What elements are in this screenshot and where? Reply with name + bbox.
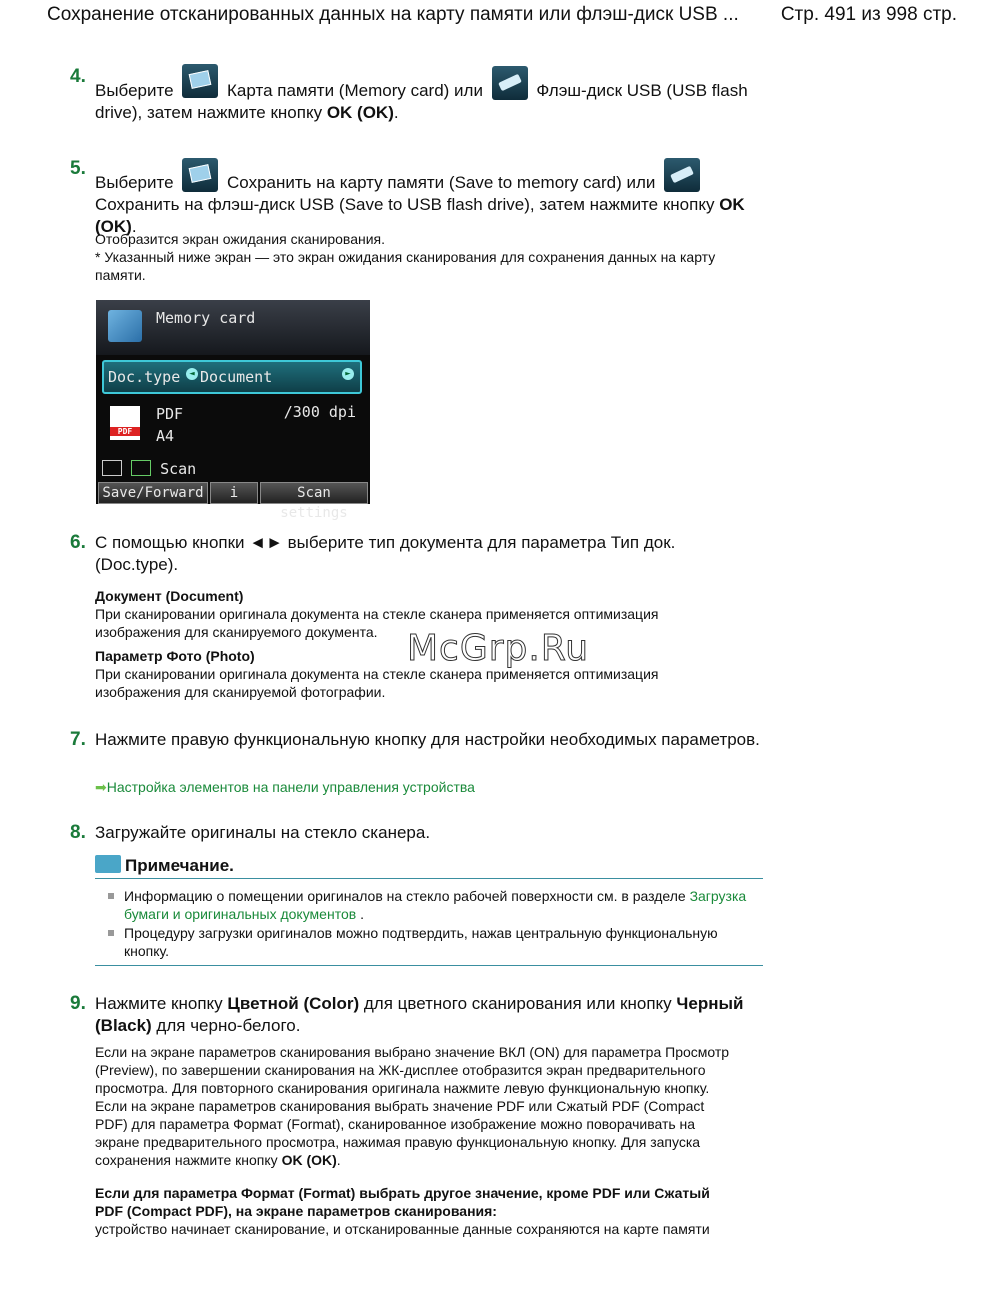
description-line: Отобразится экран ожидания сканирования.: [95, 231, 386, 247]
note-text: Информацию о помещении оригиналов на стекло рабочей поверхности см. в разделе: [124, 888, 686, 904]
bullet-icon: [108, 893, 114, 899]
save-forward-button: Save/Forward: [98, 482, 208, 504]
usb-flash-drive-icon: [492, 66, 528, 100]
step-text: Загружайте оригиналы на стекло сканера.: [95, 823, 431, 842]
pdf-icon: [110, 406, 140, 440]
scan-hint: [102, 460, 196, 478]
step-9-description: [95, 1043, 735, 1169]
ok-button-label: OK (OK): [281, 1152, 337, 1168]
punctuation: .: [393, 103, 399, 122]
save-to-memory-card-icon: [182, 158, 218, 192]
bullet-icon: [108, 930, 114, 936]
step-number: 5.: [70, 158, 86, 179]
note-text: Процедуру загрузки оригиналов можно подтвердить, нажав центральную функциональную кнопку.: [124, 925, 718, 959]
step-text: Карта памяти (Memory card) или: [227, 81, 483, 100]
note-bottom-divider: [95, 965, 763, 966]
paper-size-value: A4: [156, 427, 175, 445]
condition-text: устройство начинает сканирование, и отсканированные данные сохраняются на карте памяти: [95, 1221, 710, 1237]
ok-button-label: OK (OK): [326, 103, 394, 122]
step-text: Выберите: [95, 173, 174, 192]
step-text: Нажмите правую функциональную кнопку для настройки необходимых параметров.: [95, 730, 760, 749]
load-paper-originals-link[interactable]: Загрузка бумаги и оригинальных документов: [124, 888, 747, 922]
step-9-other-format: [95, 1184, 735, 1238]
pdf-badge: PDF: [110, 427, 140, 436]
description-text: Если на экране параметров сканирования выбрано значение ВКЛ (ON) для параметра Просмотр (Preview), по завершении сканирования на ЖК-дисплее отобразится экран предварительного просмотра. Для повторного сканирования оригинала нажмите левую функциональную кнопку. Если на экране параметров сканирования выбрать значение PDF или Сжатый PDF (Compact PDF) для параметра Формат (Format), сканированное изображение можно поворачивать на экране предварительного просмотра, нажимая правую функциональную кнопку. Для запуска сохранения нажмите кнопку: [95, 1044, 730, 1168]
option-description: При сканировании оригинала документа на стекле сканера применяется оптимизация изображения для сканируемого документа.: [95, 606, 659, 640]
option-heading: Документ (Document): [95, 588, 244, 604]
watermark: McGrp.Ru: [407, 628, 590, 669]
color-button-icon: [131, 460, 151, 476]
format-info: [156, 403, 183, 447]
step-text: Выберите: [95, 81, 174, 100]
ok-button-label: OK (OK): [95, 195, 745, 236]
step-number: 8.: [70, 822, 86, 843]
lcd-screen: [96, 300, 370, 521]
option-heading: Параметр Фото (Photo): [95, 648, 255, 664]
note-book-icon: [95, 855, 121, 873]
step-7: [70, 729, 760, 751]
left-arrow-icon: ◄: [186, 368, 198, 380]
step-5: [70, 140, 760, 238]
step-text: Флэш-диск USB (USB flash drive), затем нажмите кнопку: [95, 81, 748, 122]
doc-type-label: Doc.type: [108, 368, 181, 386]
arrow-right-icon: ➡: [95, 779, 107, 795]
doc-type-selector: [102, 360, 362, 394]
info-button: i: [210, 482, 258, 504]
step-9: [70, 993, 760, 1037]
right-arrow-icon: ►: [342, 368, 354, 380]
scan-settings-button: Scan settings: [260, 482, 368, 504]
step-text: Сохранить на карту памяти (Save to memory card) или: [227, 173, 656, 192]
punctuation: .: [360, 906, 364, 922]
punctuation: .: [131, 217, 137, 236]
step-number: 6.: [70, 532, 86, 553]
step-text: для черно-белого.: [156, 1016, 301, 1035]
page-number: Стр. 491 из 998 стр.: [780, 4, 957, 25]
step-number: 4.: [70, 66, 86, 87]
resolution-value: /300 dpi: [283, 403, 356, 421]
scan-label: Scan: [160, 460, 197, 478]
step-text: Сохранить на флэш-диск USB (Save to USB flash drive), затем нажмите кнопку: [95, 195, 715, 214]
step-4: [70, 50, 760, 124]
step-5-description: [95, 230, 735, 284]
step-7-link-row: [95, 778, 735, 796]
step-text: С помощью кнопки ◄► выберите тип документа для параметра Тип док. (Doc.type).: [95, 533, 676, 574]
control-panel-settings-link[interactable]: Настройка элементов на панели управления устройства: [106, 779, 475, 795]
memory-card-icon: [108, 310, 142, 342]
black-button-icon: [102, 460, 122, 476]
document-title: Сохранение отсканированных данных на карту памяти или флэш-диск USB ...: [47, 4, 739, 25]
lcd-title: Memory card: [156, 309, 256, 327]
memory-card-icon: [182, 64, 218, 98]
step-text: для цветного сканирования или кнопку: [363, 994, 672, 1013]
description-line: * Указанный ниже экран — это экран ожидания сканирования для сохранения данных на карту памяти.: [95, 249, 716, 283]
option-description: При сканировании оригинала документа на стекле сканера применяется оптимизация изображения для сканируемой фотографии.: [95, 666, 659, 700]
note-item: [108, 924, 748, 960]
black-button-label: Черный (Black): [95, 994, 744, 1035]
step-6: [70, 532, 760, 576]
condition-heading: Если для параметра Формат (Format) выбрать другое значение, кроме PDF или Сжатый PDF (Compact PDF), на экране параметров сканирования:: [95, 1185, 710, 1219]
step-number: 7.: [70, 729, 86, 750]
step-number: 9.: [70, 993, 86, 1014]
page-header: [47, 4, 957, 26]
step-text: Нажмите кнопку: [95, 994, 223, 1013]
save-to-usb-icon: [664, 158, 700, 192]
note-title: Примечание.: [125, 856, 234, 875]
format-value: PDF: [156, 405, 184, 423]
step-8: [70, 822, 760, 844]
note-header: [95, 855, 763, 879]
color-button-label: Цветной (Color): [227, 994, 360, 1013]
lcd-title-bar: [96, 300, 370, 355]
doc-type-value: Document: [200, 368, 273, 386]
punctuation: .: [336, 1152, 341, 1168]
note-item: [108, 887, 748, 923]
